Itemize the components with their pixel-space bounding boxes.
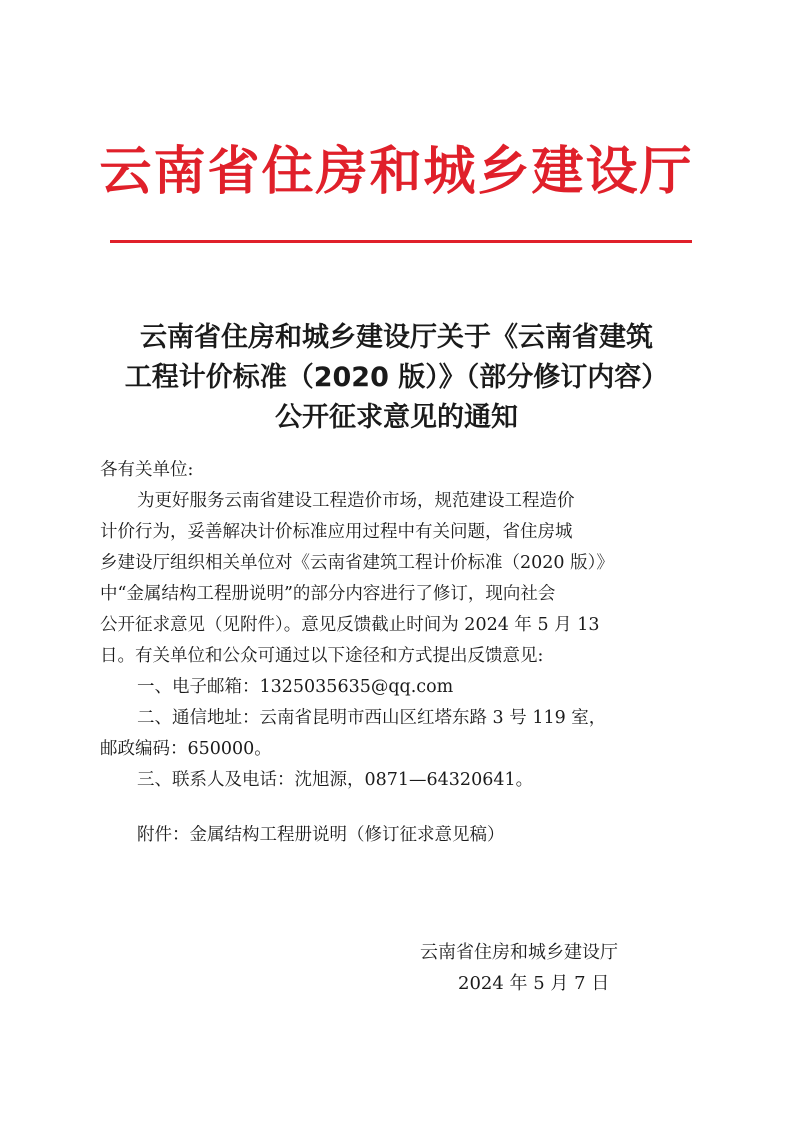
contact-postcode: 邮政编码：650000。	[100, 739, 272, 759]
paragraph-line: 中“金属结构工程册说明”的部分内容进行了修订，现向社会	[100, 584, 556, 604]
contact-phone: 三、联系人及电话：沈旭源，0871—64320641。	[137, 770, 534, 790]
attachment-note: 附件：金属结构工程册说明（修订征求意见稿）	[137, 825, 505, 845]
document-title-line-2: 工程计价标准（2020 版）》（部分修订内容）	[124, 362, 669, 393]
letterhead-divider	[110, 240, 692, 243]
document-body	[100, 455, 700, 851]
paragraph-line: 乡建设厅组织相关单位对《云南省建筑工程计价标准（2020 版）》	[100, 553, 614, 573]
letterhead-title: 云南省住房和城乡建设厅	[99, 142, 694, 202]
salutation: 各有关单位:	[100, 460, 194, 480]
paragraph-line: 日。有关单位和公众可通过以下途径和方式提出反馈意见:	[100, 646, 544, 666]
signature-date: 2024 年 5 月 7 日	[458, 973, 610, 994]
paragraph-line: 计价行为，妥善解决计价标准应用过程中有关问题，省住房城	[100, 522, 573, 542]
signature-block	[420, 937, 618, 999]
paragraph-spacer	[100, 796, 700, 820]
document-title	[90, 318, 703, 438]
paragraph-line: 公开征求意见（见附件）。意见反馈截止时间为 2024 年 5 月 13	[100, 615, 600, 635]
document-title-line-3: 公开征求意见的通知	[275, 402, 518, 433]
contact-address: 二、通信地址：云南省昆明市西山区红塔东路 3 号 119 室，	[137, 708, 607, 728]
document-title-line-1: 云南省住房和城乡建设厅关于《云南省建筑	[140, 322, 653, 353]
contact-email: 一、电子邮箱：1325035635@qq.com	[137, 677, 454, 697]
paragraph-line: 为更好服务云南省建设工程造价市场，规范建设工程造价	[137, 491, 575, 511]
signature-org: 云南省住房和城乡建设厅	[420, 942, 618, 963]
